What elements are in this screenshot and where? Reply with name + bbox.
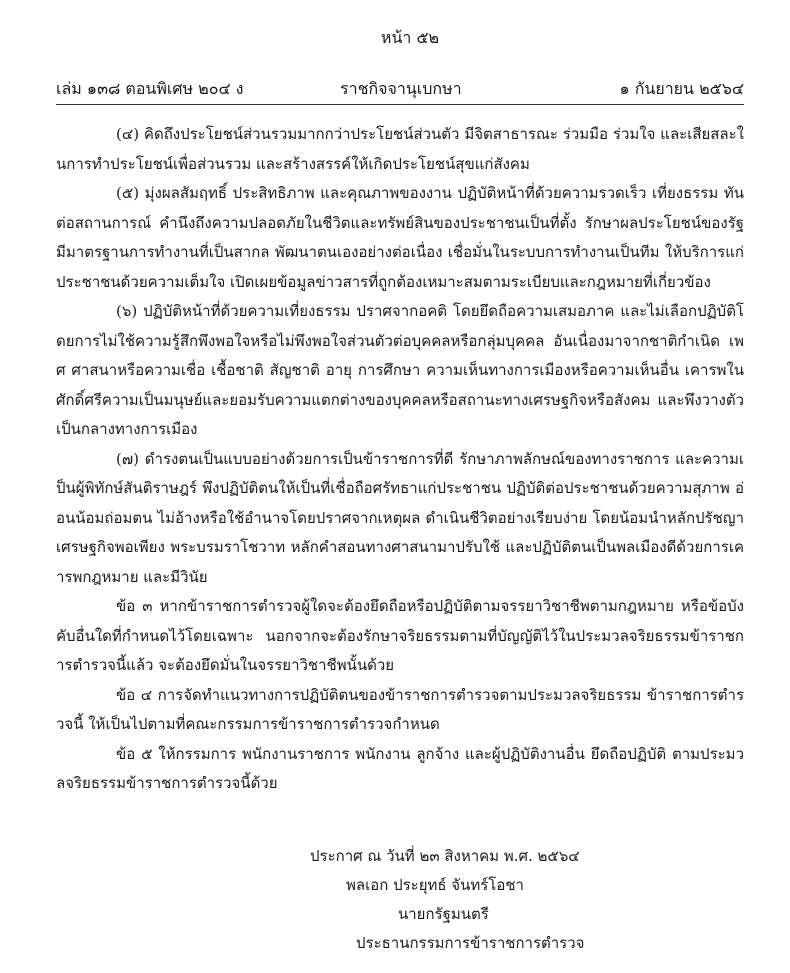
- paragraph-clause-5: ข้อ ๕ ให้กรรมการ พนักงานราชการ พนักงาน ลูกจ้าง และผู้ปฏิบัติงานอื่น ยึดถือปฏิบัติ ตามประมวลจริยธรรมข้าราชการตำรวจนี้ด้วย: [56, 744, 744, 792]
- page-number: หน้า ๕๒: [380, 28, 440, 47]
- paragraph-clause-3: ข้อ ๓ หากข้าราชการตำรวจผู้ใดจะต้องยึดถือหรือปฏิบัติตามจรรยาวิชาชีพตามกฎหมาย หรือข้อบังคับอื่นใดที่กำหนดไว้โดยเฉพาะ นอกจากจะต้องรักษาจริยธรรมตามที่บัญญัติไว้ในประมวลจริยธรรมข้าราชการตำรวจนี้แล้ว จะต้องยึดมั่นในจรรยาวิชาชีพนั้นด้วย: [56, 597, 744, 674]
- paragraph-item-6: (๖) ปฏิบัติหน้าที่ด้วยความเที่ยงธรรม ปราศจากอคติ โดยยึดถือความเสมอภาค และไม่เลือกปฏิบัติโดยการไม่ใช้ความรู้สึกพึงพอใจหรือไม่พึงพอใจส่วนตัวต่อบุคคลหรือกลุ่มบุคคล อันเนื่องมาจากชาติกำเนิด เพศ ศาสนาหรือความเชื่อ เชื้อชาติ สัญชาติ อายุ การศึกษา ความเห็นทางการเมืองหรือความเห็นอื่น เคารพในศักดิ์ศรีความเป็นมนุษย์และยอมรับความแตกต่างของบุคคลหรือสถานะทางเศรษฐกิจหรือสังคม และพึงวางตัวเป็นกลางทางการเมือง: [56, 302, 744, 438]
- announcement-date: ประกาศ ณ วันที่ ๒๓ สิงหาคม พ.ศ. ๒๕๖๔: [310, 847, 580, 865]
- gazette-header: [56, 77, 744, 101]
- paragraph-item-7: (๗) ดำรงตนเป็นแบบอย่างด้วยการเป็นข้าราชการที่ดี รักษาภาพลักษณ์ของทางราชการ และความเป็นผู้พิทักษ์สันติราษฎร์ พึงปฏิบัติตนให้เป็นที่เชื่อถือศรัทธาแก่ประชาชน ปฏิบัติต่อประชาชนด้วยความสุภาพ อ่อนน้อมถ่อมตน ไม่อ้างหรือใช้อำนาจโดยปราศจากเหตุผล ดำเนินชีวิตอย่างเรียบง่าย โดยน้อมนำหลักปรัชญาเศรษฐกิจพอเพียง พระบรมราโชวาท หลักคำสอนทางศาสนามาปรับใช้ และปฏิบัติตนเป็นพลเมืองดีด้วยการเคารพกฎหมาย และมีวินัย: [56, 449, 744, 586]
- signatory-role: ประธานกรรมการข้าราชการตำรวจ: [356, 934, 585, 952]
- volume-issue: เล่ม ๑๓๘ ตอนพิเศษ ๒๐๔ ง: [56, 79, 244, 98]
- publication-date: ๑ กันยายน ๒๕๖๔: [619, 79, 744, 98]
- signatory-name: พลเอก ประยุทธ์ จันทร์โอชา: [346, 876, 524, 894]
- header-divider: [56, 104, 744, 105]
- document-body: [56, 120, 744, 799]
- paragraph-item-4: (๔) คิดถึงประโยชน์ส่วนรวมมากกว่าประโยชน์ส่วนตัว มีจิตสาธารณะ ร่วมมือ ร่วมใจ และเสียสละในการทำประโยชน์เพื่อส่วนรวม และสร้างสรรค์ให้เกิดประโยชน์สุขแก่สังคม: [56, 125, 744, 173]
- paragraph-item-5: (๕) มุ่งผลสัมฤทธิ์ ประสิทธิภาพ และคุณภาพของงาน ปฏิบัติหน้าที่ด้วยความรวดเร็ว เที่ยงธรรม ทันต่อสถานการณ์ คำนึงถึงความปลอดภัยในชีวิตและทรัพย์สินของประชาชนเป็นที่ตั้ง รักษาผลประโยชน์ของรัฐ มีมาตรฐานการทำงานที่เป็นสากล พัฒนาตนเองอย่างต่อเนื่อง เชื่อมั่นในระบบการทำงานเป็นทีม ให้บริการแก่ประชาชนด้วยความเต็มใจ เปิดเผยข้อมูลข่าวสารที่ถูกต้องเหมาะสมตามระเบียบและกฎหมายที่เกี่ยวข้อง: [56, 184, 744, 291]
- signatory-position: นายกรัฐมนตรี: [398, 905, 489, 923]
- paragraph-clause-4: ข้อ ๔ การจัดทำแนวทางการปฏิบัติตนของข้าราชการตำรวจตามประมวลจริยธรรม ข้าราชการตำรวจนี้ ให้เป็นไปตามที่คณะกรรมการข้าราชการตำรวจกำหนด: [56, 685, 744, 733]
- publication-name: ราชกิจจานุเบกษา: [340, 79, 462, 98]
